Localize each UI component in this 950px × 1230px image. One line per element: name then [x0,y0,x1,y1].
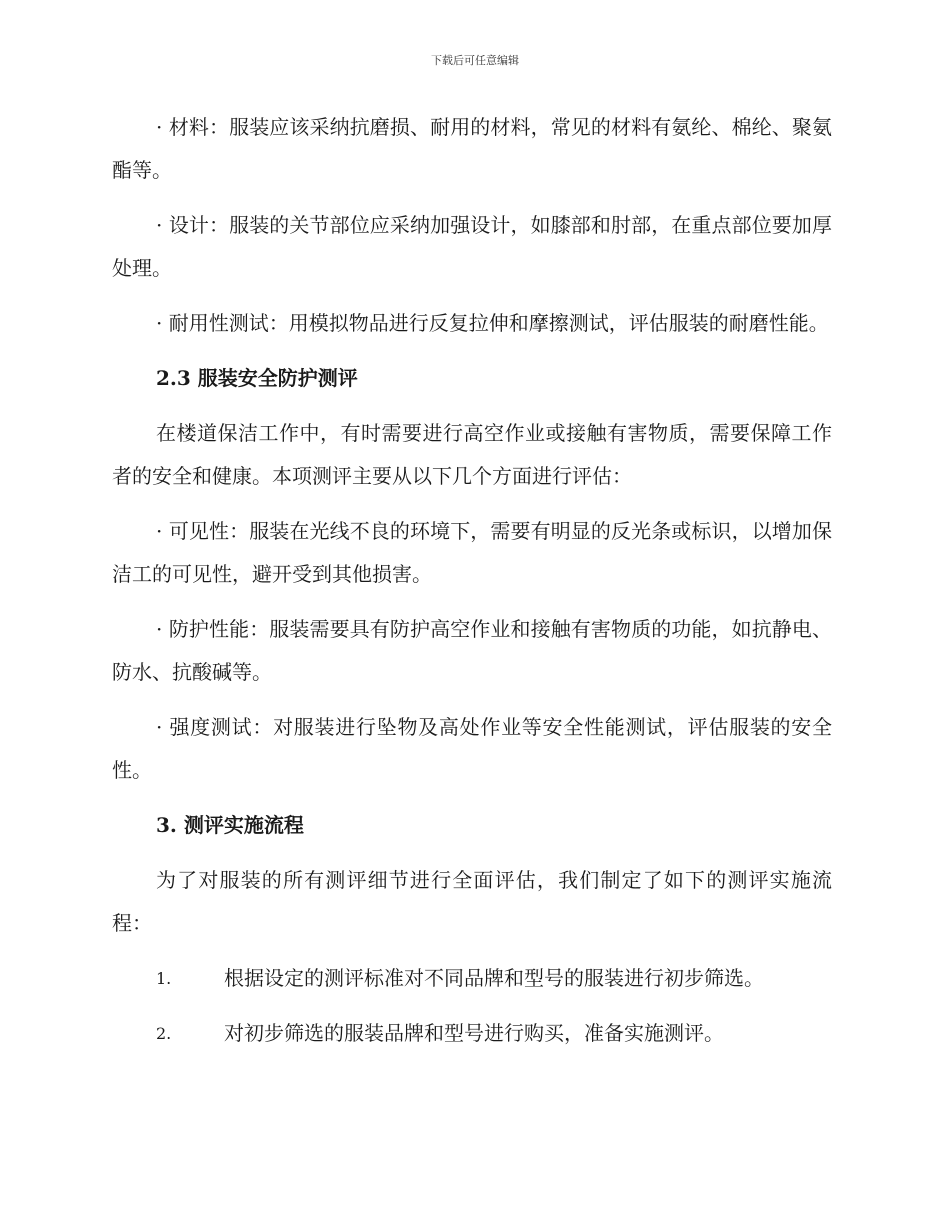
paragraph-protection: · 防护性能：服装需要具有防护高空作业和接触有害物质的功能，如抗静电、防水、抗酸碱等。 [112,617,832,684]
paragraph-safety-intro: 在楼道保洁工作中，有时需要进行高空作业或接触有害物质，需要保障工作者的安全和健康。本项测评主要从以下几个方面进行评估： [112,421,832,488]
list-item-number: 1. [156,969,172,988]
paragraph-design: · 设计：服装的关节部位应采纳加强设计，如膝部和肘部，在重点部位要加厚处理。 [112,213,832,280]
paragraph-materials: · 材料：服装应该采纳抗磨损、耐用的材料，常见的材料有氨纶、棉纶、聚氨酯等。 [112,115,832,182]
list-item-text: 对初步筛选的服装品牌和型号进行购买，准备实施测评。 [224,1021,724,1045]
paragraph-visibility: · 可见性：服装在光线不良的环境下，需要有明显的反光条或标识，以增加保洁工的可见性，避开受到其他损害。 [112,519,832,586]
section-heading-process: 3. 测评实施流程 [156,813,304,837]
document-body [112,106,832,1067]
list-item-number: 2. [156,1024,172,1043]
paragraph-strength-test: · 强度测试：对服装进行坠物及高处作业等安全性能测试，评估服装的安全性。 [112,715,832,782]
section-heading-safety: 2.3 服装安全防护测评 [156,366,358,390]
list-item [112,957,832,1000]
paragraph-process-intro: 为了对服装的所有测评细节进行全面评估，我们制定了如下的测评实施流程： [112,868,832,935]
page-header: 下载后可任意编辑 [431,54,519,67]
list-item [112,1012,832,1055]
paragraph-durability-test: · 耐用性测试：用模拟物品进行反复拉伸和摩擦测试，评估服装的耐磨性能。 [156,311,829,335]
list-item-text: 根据设定的测评标准对不同品牌和型号的服装进行初步筛选。 [224,966,764,990]
